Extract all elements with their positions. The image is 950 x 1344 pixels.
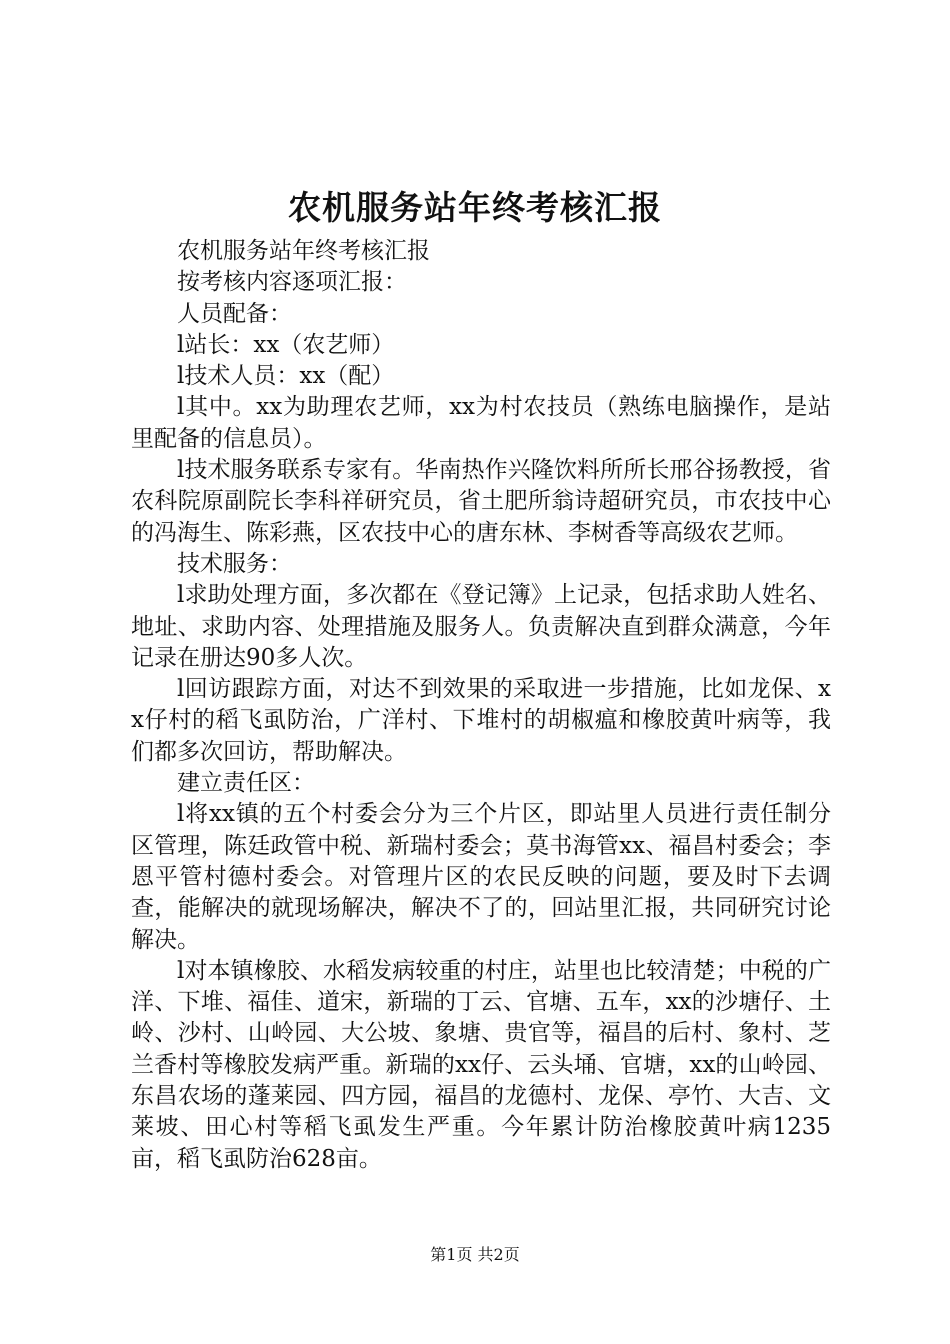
section-heading: 人员配备： bbox=[177, 300, 292, 327]
page-number-footer: 第1页 共2页 bbox=[430, 1245, 520, 1264]
paragraph: l将xx镇的五个村委会分为三个片区，即站里人员进行责任制分区管理，陈廷政管中税、新瑞村委会；莫书海管xx、福昌村委会；李恩平管村德村委会。对管理片区的农民反映的问题，要及时下去调查，能解决的就现场解决，解决不了的，回站里汇报，共同研究讨论解决。 bbox=[131, 801, 831, 953]
paragraph: l站长：xx（农艺师） bbox=[177, 331, 395, 358]
paragraph: l其中。xx为助理农艺师，xx为村农技员（熟练电脑操作，是站里配备的信息员）。 bbox=[131, 394, 831, 452]
paragraph: l回访跟踪方面，对达不到效果的采取进一步措施，比如龙保、xx仔村的稻飞虱防治，广洋村、下堆村的胡椒瘟和橡胶黄叶病等，我们都多次回访，帮助解决。 bbox=[131, 676, 831, 765]
section-heading: 建立责任区： bbox=[177, 770, 315, 797]
document-body bbox=[131, 236, 831, 1175]
paragraph: 按考核内容逐项汇报： bbox=[177, 269, 407, 296]
document-title: 农机服务站年终考核汇报 bbox=[288, 188, 662, 227]
paragraph: l技术服务联系专家有。华南热作兴隆饮料所所长邢谷扬教授，省农科院原副院长李科祥研究员，省土肥所翁诗超研究员，市农技中心的冯海生、陈彩燕，区农技中心的唐东林、李树香等高级农艺师。 bbox=[131, 457, 831, 546]
paragraph: 农机服务站年终考核汇报 bbox=[177, 238, 430, 264]
paragraph: l求助处理方面，多次都在《登记簿》上记录，包括求助人姓名、地址、求助内容、处理措施及服务人。负责解决直到群众满意，今年记录在册达90多人次。 bbox=[131, 582, 831, 671]
paragraph: l技术人员：xx（配） bbox=[177, 363, 395, 390]
paragraph: l对本镇橡胶、水稻发病较重的村庄，站里也比较清楚；中税的广洋、下堆、福佳、道宋，新瑞的丁云、官塘、五车，xx的沙塘仔、土岭、沙村、山岭园、大公坡、象塘、贵官等，福昌的后村、象村、芝兰香村等橡胶发病严重。新瑞的xx仔、云头埇、官塘，xx的山岭园、东昌农场的蓬莱园、四方园，福昌的龙德村、龙保、亭竹、大吉、文莱坡、田心村等稻飞虱发生严重。今年累计防治橡胶黄叶病1235亩，稻飞虱防治628亩。 bbox=[131, 957, 831, 1172]
section-heading: 技术服务： bbox=[177, 550, 292, 577]
